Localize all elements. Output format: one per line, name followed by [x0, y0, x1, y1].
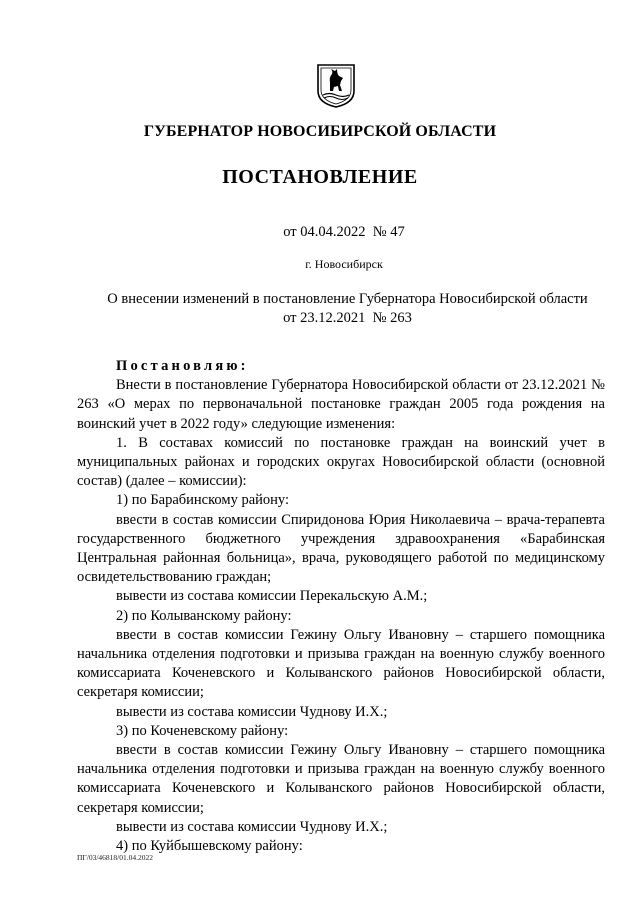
paragraph: 2) по Колыванскому району:: [116, 607, 292, 624]
document-body: [77, 357, 605, 856]
paragraph: Внести в постановление Губернатора Новосибирской области от 23.12.2021 № 263 «О мерах по первоначальной постановке граждан 2005 года рождения на воинский учет в 2022 году» следующие изменения:: [77, 377, 605, 432]
paragraph: 3) по Коченевскому району:: [116, 722, 289, 739]
decree-colon: :: [240, 358, 246, 374]
paragraph: ввести в состав комиссии Спиридонова Юрия Николаевича – врача-терапевта государственного бюджетного учреждения здравоохранения «Барабинская Центральная районная больница», врача, руководящего работой по медицинскому освидетельствованию граждан;: [77, 511, 605, 586]
paragraph: 1. В составах комиссий по постановке граждан на воинский учет в муниципальных районах и городских округах Новосибирской области (основной состав) (далее – комиссии):: [77, 434, 605, 490]
paragraph: вывести из состава комиссии Чуднову И.Х.;: [116, 703, 388, 720]
subject-heading: [90, 290, 605, 328]
coat-of-arms-emblem: [316, 61, 356, 109]
decree-word: Постановляю: [116, 358, 241, 374]
decree-word-line: [77, 357, 605, 376]
city-line: г. Новосибирск: [305, 257, 383, 271]
subject-line-1: О внесении изменений в постановление Губернатора Новосибирской области: [107, 291, 588, 307]
authority-title: ГУБЕРНАТОР НОВОСИБИРСКОЙ ОБЛАСТИ: [143, 123, 497, 140]
document-type-title: ПОСТАНОВЛЕНИЕ: [222, 166, 418, 188]
paragraph: вывести из состава комиссии Перекальскую А.М.;: [116, 588, 428, 605]
subject-line-2: от 23.12.2021 № 263: [283, 310, 412, 326]
date-and-number: от 04.04.2022 № 47: [283, 224, 405, 240]
document-code: ПГ/03/46818/01.04.2022: [77, 853, 154, 862]
paragraph: 1) по Барабинскому району:: [116, 492, 289, 509]
paragraph: ввести в состав комиссии Гежину Ольгу Ивановну – старшего помощника начальника отделения подготовки и призыва граждан на военную службу военного комиссариата Коченевского и Колыванского районов Новосибирской области, секретаря комиссии;: [77, 626, 605, 701]
paragraph: ввести в состав комиссии Гежину Ольгу Ивановну – старшего помощника начальника отделения подготовки и призыва граждан на военную службу военного комиссариата Коченевского и Колыванского районов Новосибирской области, секретаря комиссии;: [77, 742, 605, 816]
paragraph: 4) по Куйбышевскому району:: [116, 838, 303, 855]
paragraph: вывести из состава комиссии Чуднову И.Х.;: [116, 818, 388, 835]
